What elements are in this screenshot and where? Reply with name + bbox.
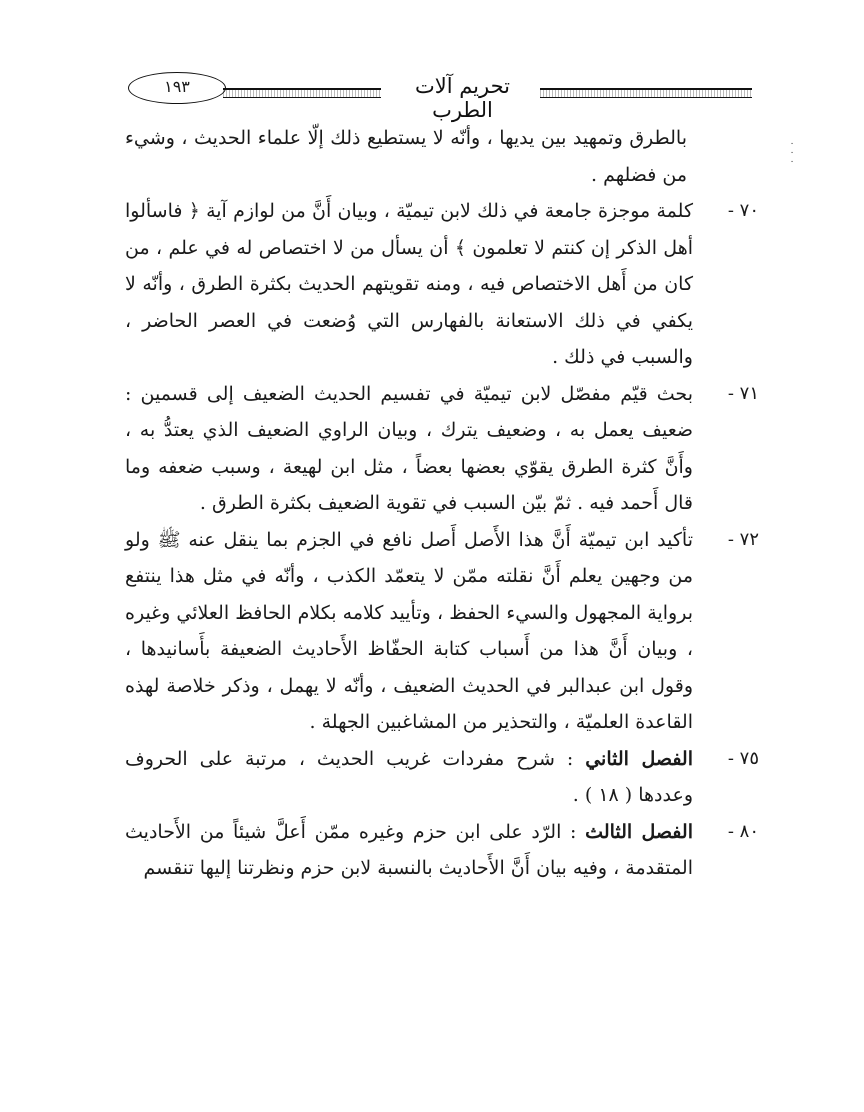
header-rule-left — [223, 88, 381, 98]
page-number: ١٩٣ — [128, 72, 226, 104]
chapter-heading: الفصل الثالث — [585, 820, 693, 843]
chapter-heading: الفصل الثاني — [585, 747, 693, 770]
entry-page-number: ٧٠ - — [727, 200, 759, 221]
page-body — [125, 120, 765, 887]
entry-text-wrapper — [125, 814, 693, 887]
entry-page-number: ٧١ - — [727, 382, 759, 404]
index-entry-80 — [125, 814, 765, 887]
page-header — [128, 68, 752, 122]
index-entry-75 — [125, 741, 765, 814]
running-title: تحريم آلات الطرب — [414, 74, 511, 122]
entry-page-number: ٧٢ - — [727, 528, 759, 550]
entry-page-number: ٧٥ - — [727, 747, 759, 769]
header-rule-right — [540, 88, 752, 98]
entry-text: تأكيد ابن تيميّة أَنَّ هذا الأَصل أَصل نافع في الجزم بما ينقل عنه ﷺ ولو من وجهين يعلم أَنَّ نقلته ممّن لا يتعمّد الكذب ، وأنّه في مثل هذا ينتفع برواية المجهول والسيء الحفظ ، وتأييد كلامه بكلام الحافظ العلائي وغيره ، وبيان أَنَّ هذا من أَسباب كتابة الحفّاظ الأَحاديث الضعيفة بأَسانيدها ، وقول ابن عبدالبر في الحديث الضعيف ، وأنّه لا يهمل ، وذكر خلاصة لهذه القاعدة العلميّة ، والتحذير من المشاغبين الجهلة . — [125, 528, 693, 733]
entry-page-number: ٨٠ - — [727, 820, 759, 842]
index-entry-71 — [125, 376, 765, 522]
entry-text: : الرّد على ابن حزم وغيره ممّن أَعلَّ شيئاً من الأَحاديث المتقدمة ، وفيه بيان أَنَّ الأَحاديث بالنسبة لابن حزم ونظرتنا إليها تنقسم — [125, 820, 693, 879]
continuation-paragraph: بالطرق وتمهيد بين يديها ، وأنّه لا يستطيع ذلك إلّا علماء الحديث ، وشيء من فضلهم . — [125, 127, 687, 186]
index-entry-72 — [125, 522, 765, 741]
entry-text-wrapper — [125, 741, 693, 814]
entry-text: بحث قيّم مفصّل لابن تيميّة في تفسيم الحديث الضعيف إلى قسمين : ضعيف يعمل به ، وضعيف يترك ، وبيان الراوي الضعيف الذي يعتدُّ به ، وأَنَّ كثرة الطرق يقوّي بعضها بعضاً ، مثل ابن لهيعة ، وسبب ضعفه وما قال أَحمد فيه . ثمّ بيّن السبب في تقوية الضعيف بكثرة الطرق . — [125, 382, 693, 514]
margin-mark: ٠ ٠ ٠ — [789, 139, 795, 167]
entry-text: : شرح مفردات غريب الحديث ، مرتبة على الحروف وعددها ( ١٨ ) . — [125, 747, 693, 806]
entry-text: كلمة موجزة جامعة في ذلك لابن تيميّة ، وبيان أَنَّ من لوازم آية ﴿ فاسألوا أهل الذكر إن كنتم لا تعلمون ﴾ أن يسأل من لا اختصاص له في علم ، من كان من أَهل الاختصاص فيه ، ومنه تقويتهم الحديث بكثرة الطرق ، وأنّه لا يكفي في ذلك الاستعانة بالفهارس التي وُضعت في العصر الحاضر ، والسبب في ذلك . — [125, 200, 693, 368]
index-entry-70 — [125, 193, 765, 376]
